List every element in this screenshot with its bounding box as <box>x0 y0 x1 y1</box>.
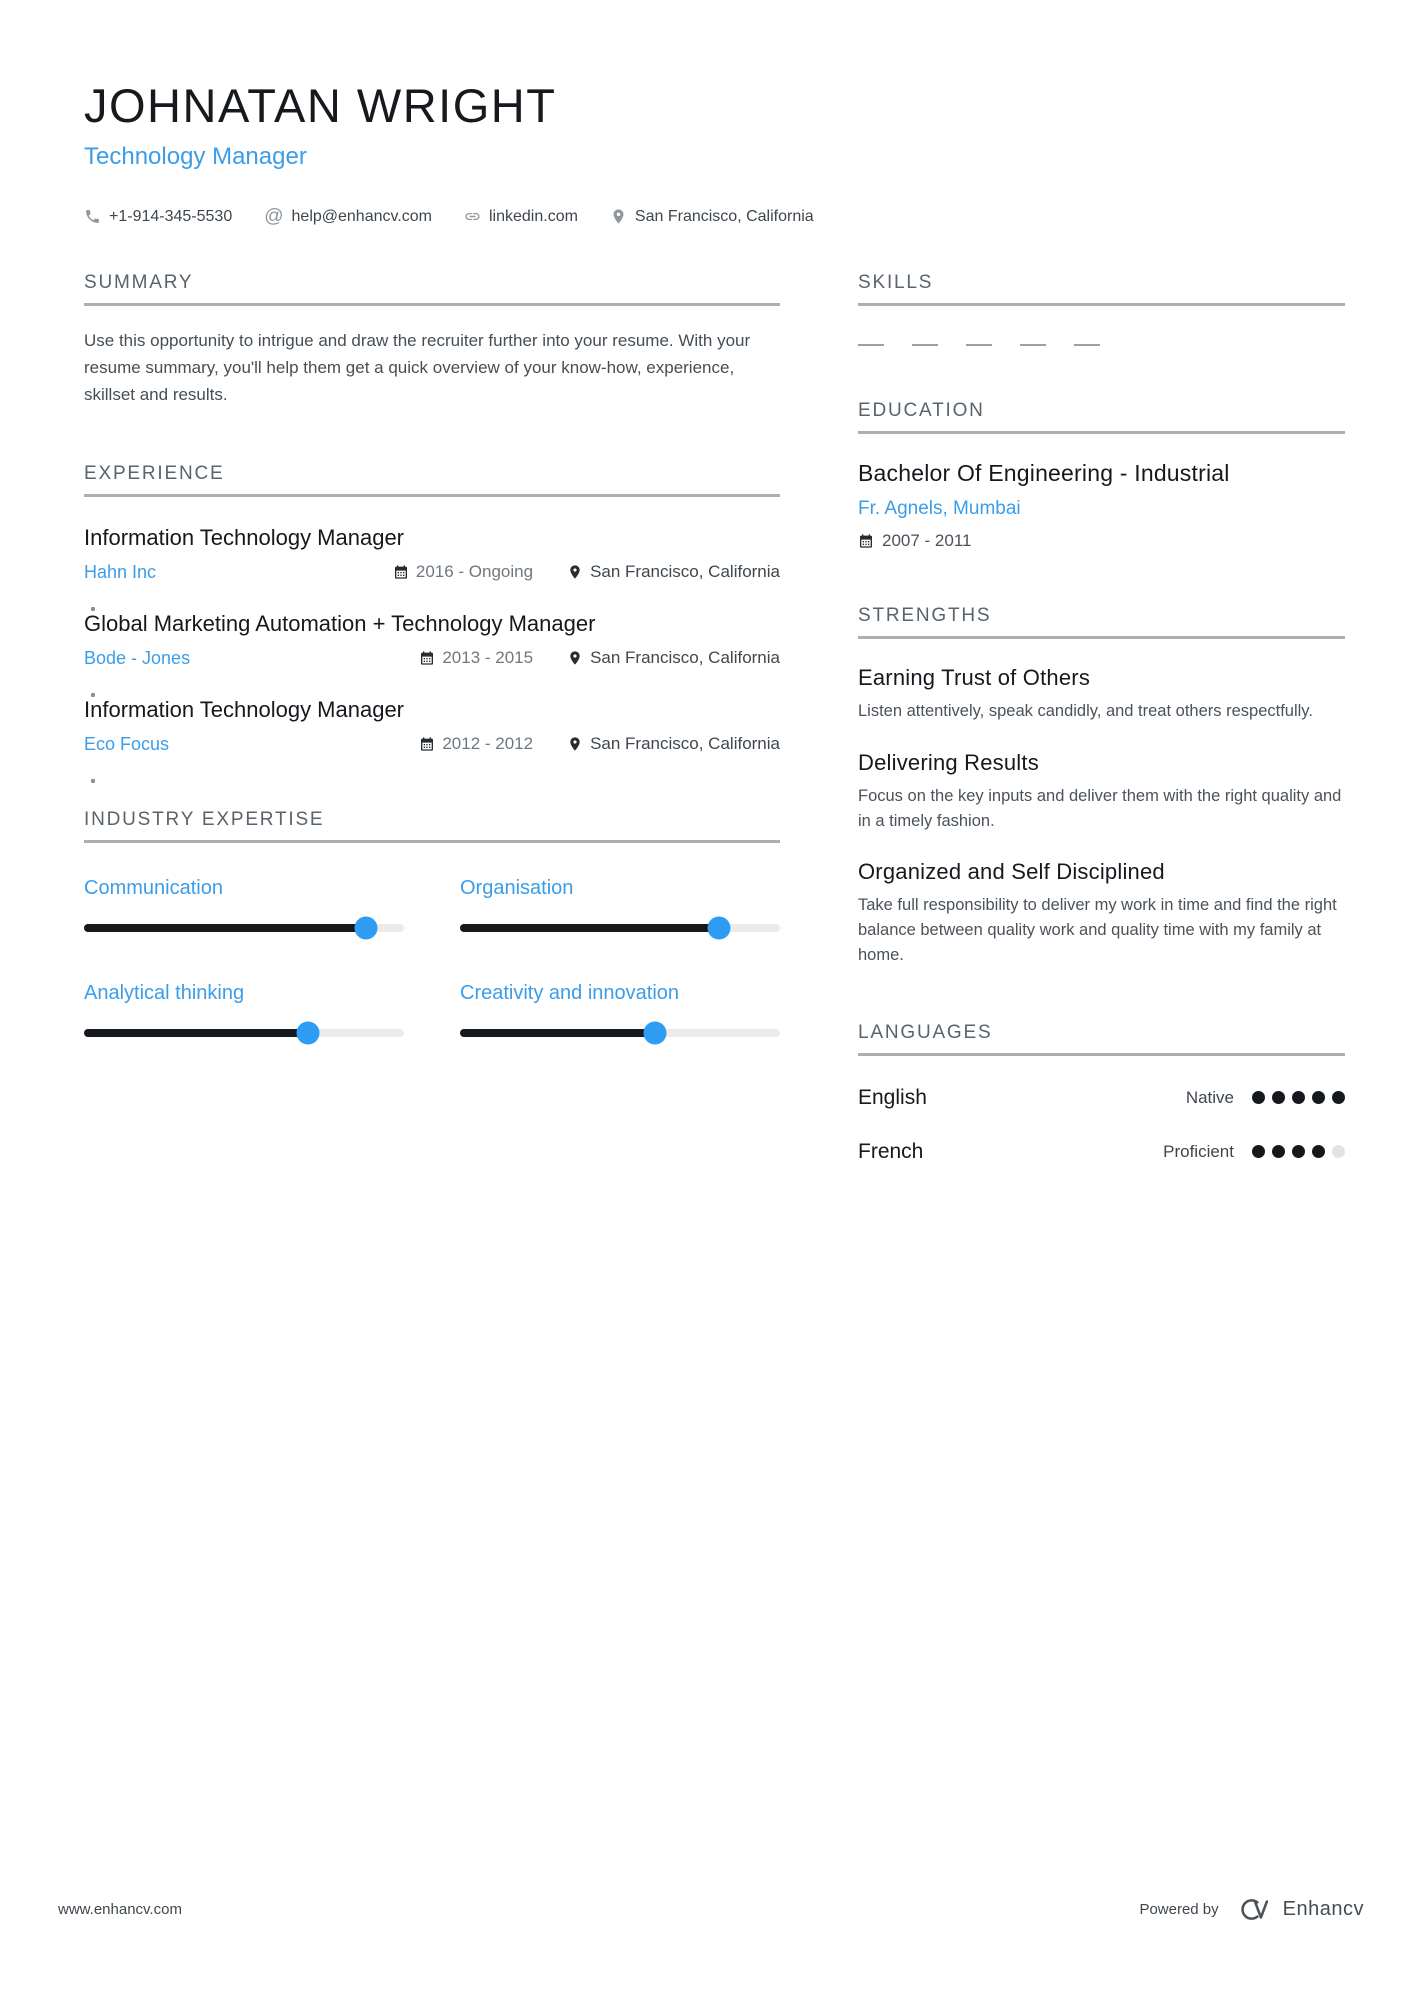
expertise-slider-track <box>84 1029 404 1037</box>
calendar-icon <box>393 564 409 580</box>
job-location-text: San Francisco, California <box>590 648 780 668</box>
strength-text: Take full responsibility to deliver my work in time and find the right balance between quality work and quality time with my family at home. <box>858 896 1337 964</box>
expertise-slider-fill <box>460 1029 655 1037</box>
languages-section <box>858 1022 1345 1164</box>
job-location <box>567 648 780 668</box>
job-dates <box>419 734 533 754</box>
pin-icon <box>610 208 627 225</box>
language-rating-dot <box>1252 1091 1265 1104</box>
job-title: Information Technology Manager <box>84 524 405 550</box>
languages-heading: LANGUAGES <box>858 1022 1345 1056</box>
skills-list <box>858 334 1345 346</box>
experience-entry <box>84 525 780 583</box>
skill-tag <box>966 334 992 346</box>
pin-icon <box>567 736 583 752</box>
phone-contact[interactable] <box>84 208 232 226</box>
expertise-item <box>84 877 404 932</box>
language-rating <box>1252 1145 1345 1158</box>
industry-expertise-heading: INDUSTRY EXPERTISE <box>84 809 780 843</box>
enhancv-logo-icon <box>1231 1896 1271 1923</box>
expertise-slider-knob[interactable] <box>708 916 731 939</box>
language-rating-dot <box>1252 1145 1265 1158</box>
language-rating-dot <box>1272 1091 1285 1104</box>
language-rating-dot <box>1292 1091 1305 1104</box>
expertise-slider-knob[interactable] <box>644 1021 667 1044</box>
company-name: Bode - Jones <box>84 647 191 668</box>
pin-icon <box>567 650 583 666</box>
language-rating-dot <box>1272 1145 1285 1158</box>
language-name: English <box>858 1085 927 1109</box>
calendar-icon <box>419 736 435 752</box>
right-column <box>858 272 1345 1164</box>
email-contact[interactable] <box>264 207 432 226</box>
expertise-slider-fill <box>84 1029 308 1037</box>
language-level: Native <box>1185 1087 1234 1107</box>
skill-tag <box>1074 334 1100 346</box>
skill-tag <box>1020 334 1046 346</box>
education-dates <box>858 531 1345 551</box>
strength-title: Delivering Results <box>858 749 1039 775</box>
experience-entry <box>84 611 780 669</box>
school-name: Fr. Agnels, Mumbai <box>858 498 1021 519</box>
link-icon <box>464 208 481 225</box>
expertise-label: Analytical thinking <box>84 981 245 1004</box>
language-rating-dot <box>1332 1145 1345 1158</box>
phone-icon <box>84 208 101 225</box>
expertise-slider-track <box>460 1029 780 1037</box>
linkedin-contact[interactable] <box>464 208 578 226</box>
pin-icon <box>567 564 583 580</box>
language-rating-dot <box>1312 1091 1325 1104</box>
expertise-item <box>460 877 780 932</box>
expertise-label: Creativity and innovation <box>460 981 680 1004</box>
company-name: Eco Focus <box>84 733 170 754</box>
at-icon: @ <box>264 206 284 227</box>
degree-title: Bachelor Of Engineering - Industrial <box>858 460 1230 486</box>
expertise-item <box>460 982 780 1037</box>
job-dates <box>393 562 533 582</box>
job-title: Global Marketing Automation + Technology Manager <box>84 610 596 636</box>
location-text: San Francisco, California <box>634 207 814 225</box>
strength-title: Organized and Self Disciplined <box>858 859 1165 885</box>
language-row <box>858 1086 1345 1110</box>
education-dates-text: 2007 - 2011 <box>882 531 972 550</box>
job-location <box>567 562 780 582</box>
skill-tag <box>912 334 938 346</box>
strength-item <box>858 665 1345 724</box>
location-contact <box>610 208 814 226</box>
expertise-grid <box>84 877 780 1037</box>
job-location-text: San Francisco, California <box>590 734 780 754</box>
experience-entry <box>84 697 780 755</box>
experience-heading: EXPERIENCE <box>84 463 780 497</box>
job-meta-row <box>84 734 780 755</box>
summary-heading: SUMMARY <box>84 272 780 306</box>
strength-text: Focus on the key inputs and deliver them with the right quality and in a timely fashion. <box>858 786 1342 830</box>
skill-tag <box>858 334 884 346</box>
expertise-slider-fill <box>84 924 366 932</box>
expertise-slider-fill <box>460 924 719 932</box>
page-footer <box>0 1896 1410 1923</box>
expertise-slider-track <box>84 924 404 932</box>
education-section <box>858 400 1345 551</box>
brand-name: Enhancv <box>1282 1898 1364 1920</box>
calendar-icon <box>858 533 874 549</box>
job-location <box>567 734 780 754</box>
phone-number: +1-914-345-5530 <box>109 207 233 225</box>
expertise-slider-knob[interactable] <box>354 916 377 939</box>
expertise-slider-track <box>460 924 780 932</box>
language-rating <box>1252 1091 1345 1104</box>
content-columns <box>84 272 1345 1164</box>
language-row <box>858 1140 1345 1164</box>
strength-text: Listen attentively, speak candidly, and treat others respectfully. <box>858 702 1313 720</box>
calendar-icon <box>419 650 435 666</box>
strengths-section <box>858 605 1345 968</box>
expertise-label: Communication <box>84 876 223 899</box>
strength-item <box>858 859 1345 967</box>
strength-item <box>858 750 1345 834</box>
person-name: JOHNATAN WRIGHT <box>84 79 557 132</box>
industry-expertise-section <box>84 809 780 1037</box>
expertise-slider-knob[interactable] <box>297 1021 320 1044</box>
strength-title: Earning Trust of Others <box>858 665 1091 690</box>
linkedin-url: linkedin.com <box>488 207 578 225</box>
education-heading: EDUCATION <box>858 400 1345 434</box>
skills-heading: SKILLS <box>858 272 1345 306</box>
skills-section <box>858 272 1345 346</box>
job-meta-row <box>84 562 780 583</box>
site-link[interactable]: www.enhancv.com <box>58 1901 182 1918</box>
email-address: help@enhancv.com <box>291 207 432 225</box>
language-name: French <box>858 1139 924 1163</box>
job-dates-text: 2012 - 2012 <box>442 734 534 754</box>
job-dates <box>419 648 533 668</box>
job-location-text: San Francisco, California <box>590 562 780 582</box>
strengths-heading: STRENGTHS <box>858 605 1345 639</box>
expertise-item <box>84 982 404 1037</box>
job-meta-row <box>84 648 780 669</box>
left-column <box>84 272 780 1037</box>
language-rating-dot <box>1312 1145 1325 1158</box>
experience-section <box>84 463 780 755</box>
language-rating-dot <box>1292 1145 1305 1158</box>
job-dates-text: 2016 - Ongoing <box>415 562 534 582</box>
resume-header <box>84 78 1345 226</box>
powered-by-label: Powered by <box>1139 1901 1219 1918</box>
powered-by[interactable] <box>1139 1896 1364 1923</box>
summary-section <box>84 272 780 409</box>
summary-text: Use this opportunity to intrigue and draw the recruiter further into your resume. With your resume summary, you'll help them get a quick overview of your know-how, experience, skillset and results. <box>84 331 751 404</box>
expertise-label: Organisation <box>460 876 574 899</box>
job-title: Information Technology Manager <box>84 696 405 722</box>
language-rating-dot <box>1332 1091 1345 1104</box>
contact-row <box>84 207 1345 226</box>
company-name: Hahn Inc <box>84 561 157 582</box>
person-job-title: Technology Manager <box>84 143 307 170</box>
job-dates-text: 2013 - 2015 <box>442 648 534 668</box>
language-level: Proficient <box>1163 1141 1234 1161</box>
